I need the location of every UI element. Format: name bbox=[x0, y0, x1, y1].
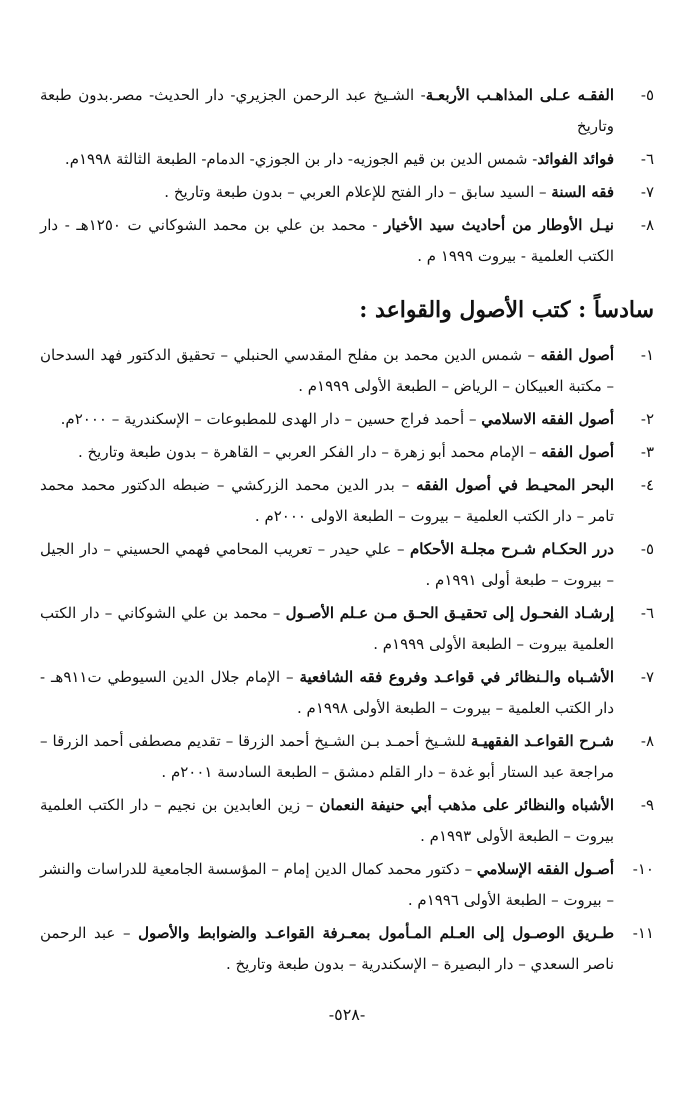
book-title: الفقـه عـلى المذاهـب الأربعـة bbox=[425, 86, 614, 104]
book-details: – دكتور محمد كمال الدين إمام – المؤسسة الجامعية للدراسات والنشر – بيروت – الطبعة الأولى ١٩٩٦م . bbox=[40, 860, 614, 909]
book-title: أصـول الفقه الإسلامي bbox=[476, 860, 615, 878]
book-details: – أحمد فراج حسين – دار الهدى للمطبوعات – الإسكندرية – ٢٠٠٠م. bbox=[60, 410, 482, 428]
bibliography-entry bbox=[40, 598, 654, 660]
book-title: فقه السنة bbox=[551, 183, 614, 201]
book-details: - شمس الدين بن قيم الجوزيه- دار بن الجوزي- الدمام- الطبعة الثالثة ١٩٩٨م. bbox=[64, 150, 538, 168]
section-heading: سادساً : كتب الأصول والقواعد : bbox=[359, 297, 654, 323]
book-details: – الإمام جلال الدين السيوطي ت٩١١هـ - دار الكتب العلمية – بيروت – الطبعة الأولى ١٩٩٨م . bbox=[40, 668, 614, 717]
bibliography-entry bbox=[40, 144, 654, 175]
book-title: شـرح القواعـد الفقهيـة bbox=[470, 732, 615, 750]
book-details: – السيد سابق – دار الفتح للإعلام العربي – بدون طبعة وتاريخ . bbox=[164, 183, 552, 201]
book-title: الأشباه والنظائر على مذهب أبي حنيفة النعمان bbox=[319, 796, 615, 814]
bibliography-entry bbox=[40, 437, 654, 468]
entry-number: ٧- bbox=[640, 668, 654, 686]
bibliography-entry bbox=[40, 340, 654, 402]
book-title: أصول الفقه bbox=[540, 346, 614, 364]
bibliography-entry bbox=[40, 534, 654, 596]
book-title: نيـل الأوطار من أحاديث سيد الأخيار bbox=[384, 216, 614, 234]
book-title: أصول الفقه الاسلامي bbox=[481, 410, 614, 428]
book-details: – الإمام محمد أبو زهرة – دار الفكر العربي – القاهرة – بدون طبعة وتاريخ . bbox=[77, 443, 542, 461]
book-details: - محمد بن علي بن محمد الشوكاني ت ١٢٥٠هـ - دار الكتب العلمية - بيروت ١٩٩٩ م . bbox=[40, 216, 614, 265]
bibliography-entry bbox=[40, 177, 654, 208]
bibliography-entry bbox=[40, 404, 654, 435]
entry-number: ٣- bbox=[640, 443, 654, 461]
bibliography-entry bbox=[40, 210, 654, 272]
entry-number: ٦- bbox=[640, 150, 654, 168]
bibliography-page bbox=[40, 80, 654, 982]
entry-number: ٥- bbox=[640, 540, 654, 558]
bibliography-entry bbox=[40, 790, 654, 852]
entry-number: ١- bbox=[640, 346, 654, 364]
entry-number: ١١- bbox=[632, 924, 654, 942]
bibliography-entry bbox=[40, 470, 654, 532]
entry-number: ٧- bbox=[640, 183, 654, 201]
book-details: – بدر الدين محمد الزركشي – ضبطه الدكتور محمد محمد تامر – دار الكتب العلمية – بيروت – الطبعة الاولى ٢٠٠٠م . bbox=[40, 476, 614, 525]
entry-number: ٦- bbox=[640, 604, 654, 622]
bibliography-entry bbox=[40, 854, 654, 916]
book-details: – عبد الرحمن ناصر السعدي – دار البصيرة – الإسكندرية – بدون طبعة وتاريخ . bbox=[40, 924, 614, 973]
bibliography-entry bbox=[40, 80, 654, 142]
bibliography-entry bbox=[40, 918, 654, 980]
entry-number: ٩- bbox=[640, 796, 654, 814]
book-title: أصول الفقه bbox=[541, 443, 614, 461]
book-title: درر الحكـام شـرح مجلـة الأحكام bbox=[409, 540, 614, 558]
entry-number: ٢- bbox=[640, 410, 654, 428]
book-title: فوائد الفوائد bbox=[537, 150, 614, 168]
book-title: البحر المحيـط في أصول الفقه bbox=[416, 476, 614, 494]
book-title: إرشـاد الفحـول إلى تحقيـق الحـق مـن عـلم الأصـول bbox=[285, 604, 615, 622]
bibliography-entry bbox=[40, 726, 654, 788]
book-details: – علي حيدر – تعريب المحامي فهمي الحسيني – دار الجيل – بيروت – طبعة أولى ١٩٩١م . bbox=[40, 540, 614, 589]
entry-number: ٥- bbox=[640, 86, 654, 104]
entry-number: ٤- bbox=[640, 476, 654, 494]
page-number: -٥٢٨- bbox=[328, 1005, 366, 1024]
book-details: – زين العابدين بن نجيم – دار الكتب العلمية بيروت – الطبعة الأولى ١٩٩٣م . bbox=[40, 796, 614, 845]
book-details: للشـيخ أحمـد بـن الشـيخ أحمد الزرقا – تقديم مصطفى أحمد الزرقا – مراجعة عبد الستار أبو غدة – دار القلم دمشق – الطبعة السادسة ٢٠٠١م . bbox=[40, 732, 614, 781]
entry-number: ٨- bbox=[640, 732, 654, 750]
entry-number: ٨- bbox=[640, 216, 654, 234]
book-details: - الشـيخ عبد الرحمن الجزيري- دار الحديث- مصر.بدون طبعة وتاريخ bbox=[40, 86, 614, 135]
entry-number: ١٠- bbox=[632, 860, 654, 878]
book-title: طـريق الوصـول إلى العـلم المـأمول بمعـرفة القواعـد والضوابط والأصول bbox=[138, 924, 615, 942]
book-details: – شمس الدين محمد بن مفلح المقدسي الحنبلي – تحقيق الدكتور فهد السدحان – مكتبة العبيكان – الرياض – الطبعة الأولى ١٩٩٩م . bbox=[40, 346, 614, 395]
bibliography-entry bbox=[40, 662, 654, 724]
book-details: – محمد بن علي الشوكاني – دار الكتب العلمية بيروت – الطبعة الأولى ١٩٩٩م . bbox=[40, 604, 614, 653]
book-title: الأشـباه والـنظائر في قواعـد وفروع فقه الشافعية bbox=[299, 668, 614, 686]
